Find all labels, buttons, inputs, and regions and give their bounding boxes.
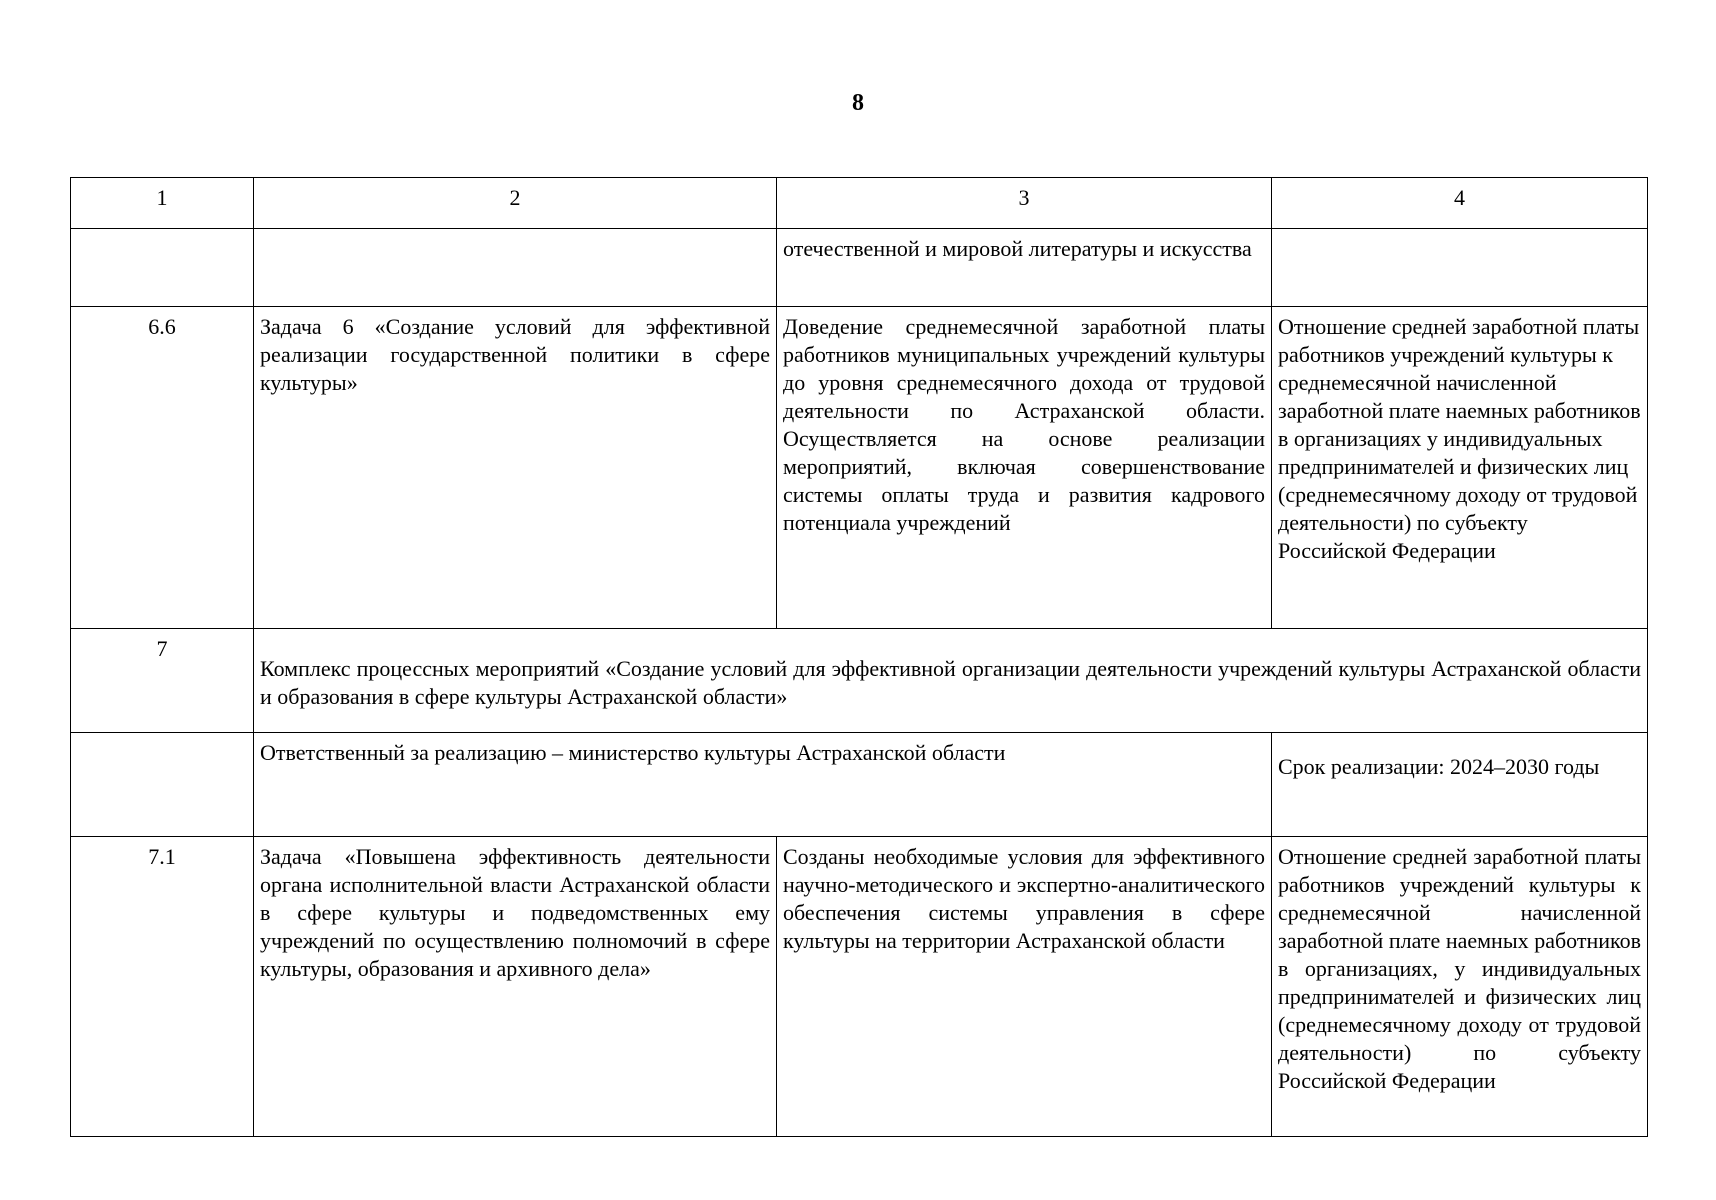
table-row-7-1 — [71, 837, 1648, 1137]
column-header-2: 2 — [254, 178, 777, 229]
table-row-responsible — [71, 733, 1648, 837]
cell-task: Задача 6 «Создание условий для эффективной реализации государственной политики в сфере культуры» — [254, 307, 777, 629]
column-header-1: 1 — [71, 178, 254, 229]
column-header-4: 4 — [1272, 178, 1648, 229]
cell-description: отечественной и мировой литературы и искусства — [777, 229, 1272, 307]
column-header-3: 3 — [777, 178, 1272, 229]
page-number: 8 — [852, 90, 864, 116]
cell-description: Созданы необходимые условия для эффективного научно-методического и экспертно-аналитического обеспечения системы управления в сфере культуры на территории Астраханской области — [777, 837, 1272, 1137]
table-row-7 — [71, 629, 1648, 733]
cell-period: Срок реализации: 2024–2030 годы — [1272, 733, 1648, 837]
cell-indicator: Отношение средней заработной платы работников учреждений культуры к среднемесячной начисленной заработной плате наемных работников в организациях, у индивидуальных предпринимателей и физических лиц (среднемесячному доходу от трудовой деятельности) по субъекту Российской Федерации — [1272, 837, 1648, 1137]
cell-number: 6.6 — [71, 307, 254, 629]
cell-process-complex — [254, 629, 1648, 733]
cell-task: Задача «Повышена эффективность деятельности органа исполнительной власти Астраханской области в сфере культуры и подведомственных ему учреждений по осуществлению полномочий в сфере культуры, образования и архивного дела» — [254, 837, 777, 1137]
cell-number: 7 — [71, 629, 254, 733]
cell-number — [71, 733, 254, 837]
cell-description: Доведение среднемесячной заработной платы работников муниципальных учреждений культуры до уровня среднемесячного дохода от трудовой деятельности по Астраханской области. Осуществляется на основе реализации мероприятий, включая совершенствование системы оплаты труда и развития кадрового потенциала учреждений — [777, 307, 1272, 629]
cell-task — [254, 229, 777, 307]
document-table — [70, 177, 1648, 1137]
cell-responsible: Ответственный за реализацию – министерство культуры Астраханской области — [254, 733, 1272, 837]
table-row-6-6 — [71, 307, 1648, 629]
cell-number: 7.1 — [71, 837, 254, 1137]
process-complex-title: Комплекс процессных мероприятий «Создание условий для эффективной организации деятельности учреждений культуры Астраханской области и образования в сфере культуры Астраханской области» — [260, 656, 1641, 709]
cell-indicator — [1272, 229, 1648, 307]
cell-number — [71, 229, 254, 307]
cell-indicator: Отношение средней заработной платы работников учреждений культуры к среднемесячной начисленной заработной плате наемных работников в организациях у индивидуальных предпринимателей и физических лиц (среднемесячному доходу от трудовой деятельности) по субъекту Российской Федерации — [1272, 307, 1648, 629]
table-row-continuation — [71, 229, 1648, 307]
table-header-row — [71, 178, 1648, 229]
